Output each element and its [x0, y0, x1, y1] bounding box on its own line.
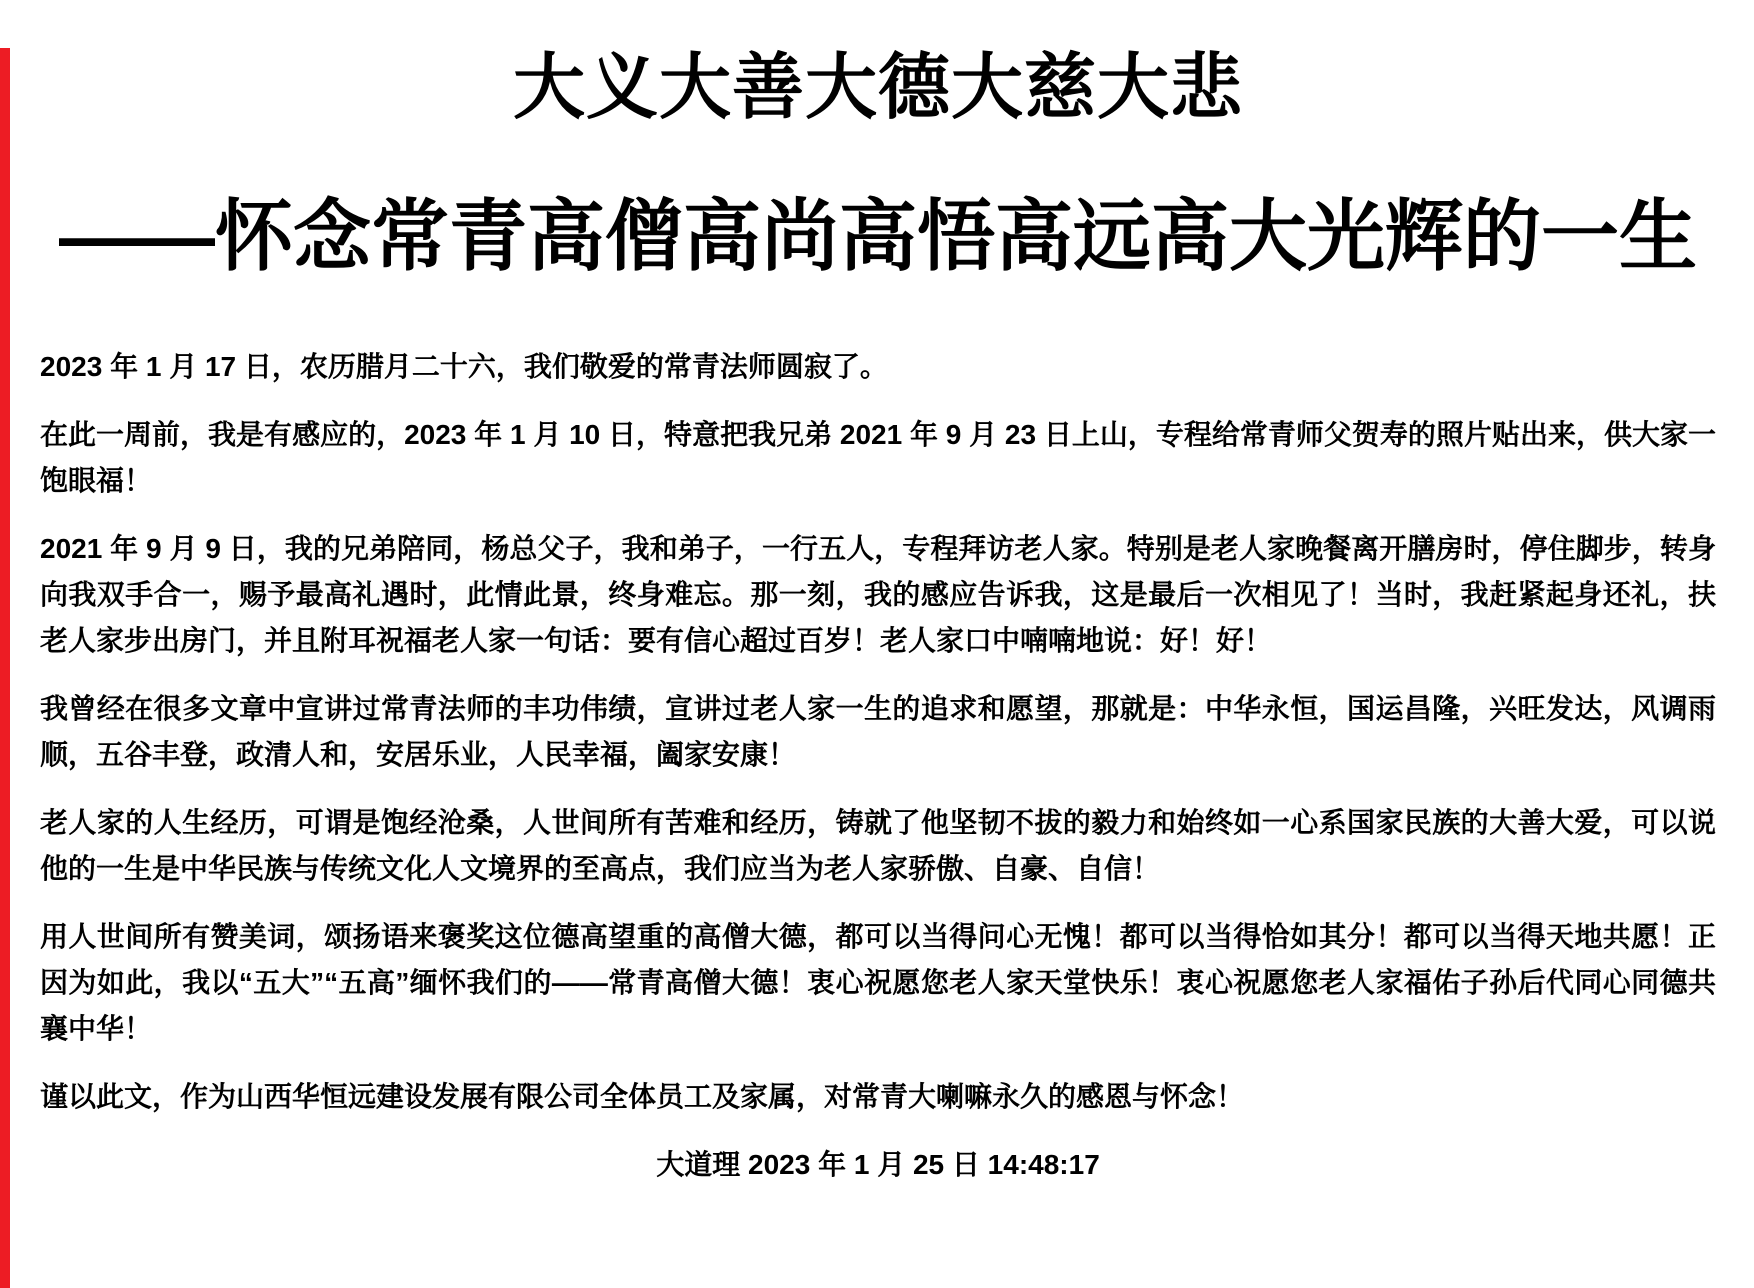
paragraph-3: 2021 年 9 月 9 日，我的兄弟陪同，杨总父子，我和弟子，一行五人，专程拜访老人家。特别是老人家晚餐离开膳房时，停住脚步，转身向我双手合一，赐予最高礼遇时，此情此景，终身难忘。那一刻，我的感应告诉我，这是最后一次相见了！当时，我赶紧起身还礼，扶老人家步出房门，并且附耳祝福老人家一句话：要有信心超过百岁！老人家口中喃喃地说：好！好！: [40, 532, 1716, 656]
paragraph-5: 老人家的人生经历，可谓是饱经沧桑，人世间所有苦难和经历，铸就了他坚韧不拔的毅力和始终如一心系国家民族的大善大爱，可以说他的一生是中华民族与传统文化人文境界的至高点，我们应当为老人家骄傲、自豪、自信！: [40, 806, 1716, 884]
paragraph-2: 在此一周前，我是有感应的，2023 年 1 月 10 日，特意把我兄弟 2021 年 9 月 23 日上山，专程给常青师父贺寿的照片贴出来，供大家一饱眼福！: [40, 418, 1716, 496]
paragraph-6: 用人世间所有赞美词，颂扬语来褒奖这位德高望重的高僧大德，都可以当得问心无愧！都可以当得恰如其分！都可以当得天地共愿！正因为如此，我以“五大”“五高”缅怀我们的——常青高僧大德！衷心祝愿您老人家天堂快乐！衷心祝愿您老人家福佑子孙后代同心同德共襄中华！: [40, 920, 1716, 1044]
paragraph-1: 2023 年 1 月 17 日，农历腊月二十六，我们敬爱的常青法师圆寂了。: [40, 350, 888, 382]
page-subtitle: ——怀念常青高僧高尚高悟高远高大光辉的一生: [58, 191, 1697, 280]
page-title: 大义大善大德大慈大悲: [512, 48, 1243, 128]
red-edge-strip: [0, 48, 10, 1288]
paragraph-7: 谨以此文，作为山西华恒远建设发展有限公司全体员工及家属，对常青大喇嘛永久的感恩与怀念！: [40, 1080, 1245, 1112]
signature-line: 大道理 2023 年 1 月 25 日 14:48:17: [656, 1148, 1100, 1180]
document-page: [0, 48, 1754, 1188]
paragraph-4: 我曾经在很多文章中宣讲过常青法师的丰功伟绩，宣讲过老人家一生的追求和愿望，那就是：中华永恒，国运昌隆，兴旺发达，风调雨顺，五谷丰登，政清人和，安居乐业，人民幸福，阖家安康！: [40, 692, 1716, 770]
